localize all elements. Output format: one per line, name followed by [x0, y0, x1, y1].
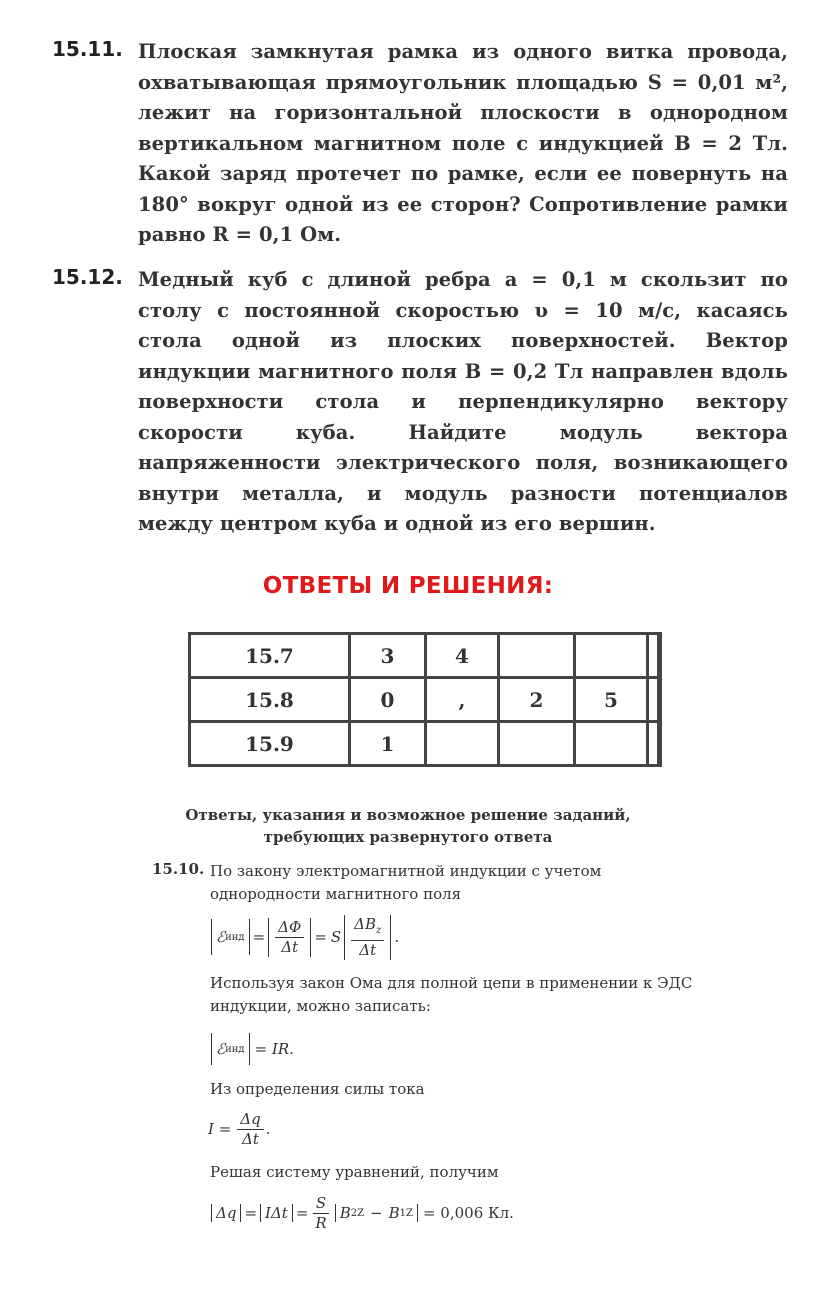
- table-cell: [648, 678, 660, 722]
- table-cell: ,: [426, 678, 499, 722]
- emf-symbol: ℰ: [216, 928, 226, 946]
- answers-heading: ОТВЕТЫ И РЕШЕНИЯ:: [262, 573, 554, 599]
- solutions-heading: [0, 804, 816, 848]
- numerator: S: [313, 1194, 329, 1214]
- abs-induction: [344, 915, 391, 960]
- fraction: [312, 1194, 329, 1233]
- table-cell: 3: [350, 634, 426, 678]
- denominator: R: [315, 1213, 327, 1232]
- induction-symbol: B: [388, 1204, 400, 1222]
- numerator-subscript: z: [376, 924, 382, 936]
- table-cell: 15.8: [190, 678, 350, 722]
- induction-subscript: 1Z: [399, 1207, 413, 1219]
- equals-sign: =: [244, 1204, 258, 1222]
- problem-15-11: [52, 37, 788, 251]
- equals-sign: =: [295, 1204, 309, 1222]
- result-value: = 0,006 Кл.: [422, 1204, 514, 1222]
- abs-charge: [211, 1204, 241, 1222]
- abs-emf: [211, 919, 250, 955]
- ohm-rhs: = IR.: [254, 1040, 294, 1058]
- denominator: Δt: [242, 1129, 259, 1148]
- current-time-symbol: IΔt: [265, 1204, 288, 1222]
- equals-sign: =: [314, 928, 327, 946]
- solutions-heading-line: требующих развернутого ответа: [263, 828, 553, 846]
- table-cell: [575, 722, 648, 766]
- induction-subscript: 2Z: [350, 1207, 365, 1219]
- answer-table: [188, 632, 662, 767]
- solution-paragraph: Используя закон Ома для полной цепи в применении к ЭДС индукции, можно записать:: [210, 974, 693, 1015]
- charge-symbol: Δq: [216, 1204, 237, 1222]
- numerator: ΔΦ: [275, 918, 304, 938]
- solutions-heading-line: Ответы, указания и возможное решение заданий,: [185, 806, 631, 824]
- problem-number: 15.11.: [52, 37, 123, 61]
- fraction: [351, 915, 384, 960]
- abs-current-time: [260, 1204, 293, 1222]
- table-row: [190, 722, 660, 766]
- induction-symbol: B: [339, 1204, 351, 1222]
- table-cell: 15.7: [190, 634, 350, 678]
- abs-emf: [211, 1033, 250, 1065]
- problem-text: Медный куб с длиной ребра a = 0,1 м скользит по столу с постоянной скоростью υ = 10 м/с, касаясь стола одной из плоских поверхностей. Вектор индукции магнитного поля B = 0,2 Тл направлен вдоль поверхности стола и перпендикулярно вектору скорости куба. Найдите модуль вектора напряженности электрического поля, возникающего внутри металла, и модуль разности потенциалов между центром куба и одной из его вершин.: [138, 268, 788, 535]
- table-cell: 5: [575, 678, 648, 722]
- solution-paragraph: Из определения силы тока: [210, 1080, 425, 1098]
- equation-result: [208, 1190, 712, 1236]
- denominator: Δt: [281, 937, 299, 956]
- solution-15-10: [152, 860, 712, 1236]
- table-row: [190, 678, 660, 722]
- fraction: [237, 1110, 263, 1149]
- equation-end: .: [265, 1120, 271, 1138]
- abs-induction-difference: [335, 1204, 418, 1222]
- table-cell: [499, 634, 575, 678]
- table-cell: 15.9: [190, 722, 350, 766]
- solution-paragraph: По закону электромагнитной индукции с учетом однородности магнитного поля: [210, 862, 602, 903]
- numerator: [351, 915, 384, 941]
- table-cell: 4: [426, 634, 499, 678]
- denominator: Δt: [359, 940, 377, 959]
- equation-ohm: [208, 1032, 712, 1066]
- table-cell: 2: [499, 678, 575, 722]
- table-cell: [499, 722, 575, 766]
- emf-symbol: ℰ: [216, 1040, 226, 1058]
- abs-flux: [268, 918, 311, 957]
- current-lhs: I =: [208, 1120, 232, 1138]
- fraction: [275, 918, 304, 957]
- table-cell: [648, 722, 660, 766]
- minus-sign: −: [370, 1204, 383, 1222]
- table-cell: [575, 634, 648, 678]
- area-symbol: S: [330, 928, 342, 946]
- emf-subscript: инд: [225, 931, 245, 943]
- problem-text: Плоская замкнутая рамка из одного витка провода, охватывающая прямоугольник площадью S = 0,01 м², лежит на горизонтальной плоскости в однородном вертикальном магнитном поле с индукцией B = 2 Тл. Какой заряд протечет по рамке, если ее повернуть на 180° вокруг одной из ее сторон? Сопротивление рамки равно R = 0,1 Ом.: [138, 40, 788, 246]
- equation-current: [208, 1107, 712, 1151]
- equals-sign: =: [252, 928, 266, 946]
- emf-subscript: инд: [225, 1043, 245, 1055]
- equation-end: .: [394, 928, 400, 946]
- table-cell: 1: [350, 722, 426, 766]
- problem-number: 15.12.: [52, 265, 123, 289]
- numerator: Δq: [237, 1110, 263, 1130]
- solution-number: 15.10.: [152, 860, 205, 878]
- numerator-main: ΔB: [354, 914, 377, 933]
- table-cell: [426, 722, 499, 766]
- table-row: [190, 634, 660, 678]
- solution-paragraph: Решая систему уравнений, получим: [210, 1163, 499, 1181]
- problem-15-12: [52, 265, 788, 540]
- table-cell: [648, 634, 660, 678]
- equation-emf: [208, 914, 712, 960]
- table-cell: 0: [350, 678, 426, 722]
